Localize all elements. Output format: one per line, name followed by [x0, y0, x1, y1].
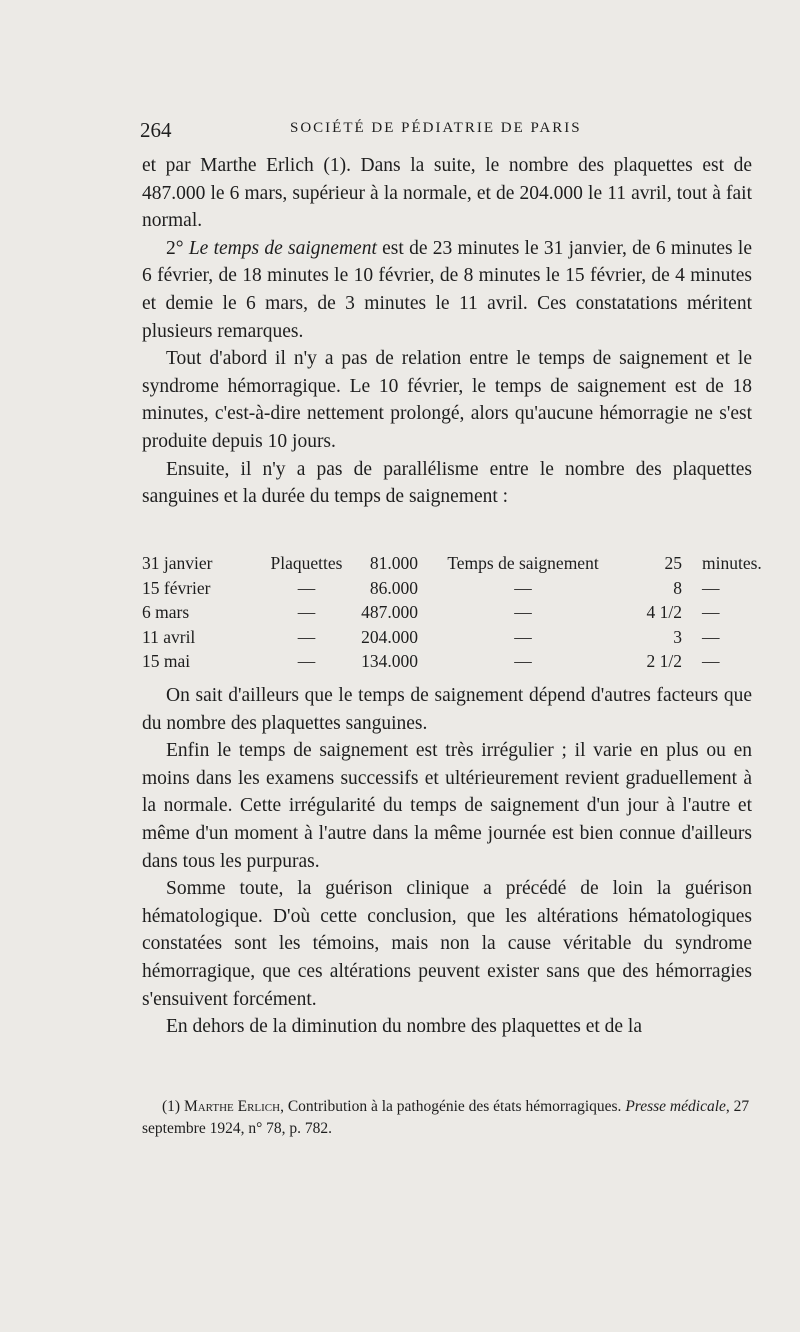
table-cell-count: 487.000	[361, 602, 418, 622]
table-cell-value: 4 1/2	[646, 602, 682, 622]
table-row	[142, 551, 762, 576]
table-cell-unit: minutes.	[702, 553, 762, 573]
table-cell-unit: —	[702, 626, 720, 647]
table-cell-value: 3	[673, 626, 682, 647]
table-row	[142, 600, 756, 625]
table-cell-value: 25	[664, 553, 682, 573]
table-cell-date: 15 mai	[142, 651, 191, 671]
body-text-bottom	[142, 682, 752, 1041]
table-row	[142, 625, 756, 650]
table-cell-label: Plaquettes	[270, 553, 343, 573]
table-row	[142, 576, 756, 601]
table-cell-value: 8	[673, 577, 682, 598]
table-cell-label: —	[297, 602, 316, 622]
footnote-author: Marthe Erlich	[183, 1098, 281, 1115]
table-cell-unit: —	[702, 577, 720, 598]
paragraph: Tout d'abord il n'y a pas de relation entre le temps de saignement et le syndrome hémorragique. Le 10 février, le temps de saignement est de 18 minutes, c'est-à-dire nettement prolongé, alors qu'aucune hémorragie ne s'est produite depuis 10 jours.	[142, 348, 752, 452]
table-cell-date: 31 janvier	[142, 553, 213, 573]
paragraph: Ensuite, il n'y a pas de parallélisme entre le nombre des plaquettes sanguines et la durée du temps de saignement :	[142, 458, 752, 508]
data-table	[142, 551, 762, 674]
table-cell-unit: —	[702, 602, 720, 622]
paragraph: En dehors de la diminution du nombre des plaquettes et de la	[166, 1016, 643, 1038]
table-cell-date: 11 avril	[142, 626, 196, 647]
table-cell-label: —	[297, 577, 316, 598]
table-cell-date: 15 février	[142, 577, 211, 598]
table-cell-tlabel: —	[514, 577, 532, 598]
paragraph: et par Marthe Erlich (1). Dans la suite, le nombre des plaquettes est de 487.000 le 6 mars, supérieur à la normale, et de 204.000 le 11 avril, tout à fait normal.	[142, 155, 752, 232]
paragraph: 2° Le temps de saignement est de 23 minutes le 31 janvier, de 6 minutes le 6 février, de 18 minutes le 10 février, de 8 minutes le 15 février, de 4 minutes et demie le 6 mars, de 3 minutes le 11 avril. Ces constatations méritent plusieurs remarques.	[142, 237, 752, 342]
table-cell-count: 204.000	[361, 626, 418, 647]
running-title: SOCIÉTÉ DE PÉDIATRIE DE PARIS	[290, 120, 582, 136]
body-text-top	[142, 152, 752, 511]
footnote-text: (1) Marthe Erlich, Contribution à la pathogénie des états hémorragiques. Presse médicale, 27 septembre 1924, n° 78, p. 782.	[142, 1098, 750, 1137]
paragraph: Enfin le temps de saignement est très irrégulier ; il varie en plus ou en moins dans les examens successifs et ultérieurement revient graduellement à la normale. Cette irrégularité du temps de saignement d'un jour à l'autre et même d'un moment à l'autre dans la même journée est bien connue d'ailleurs dans tous les purpuras.	[142, 740, 752, 872]
table-cell-label: —	[297, 651, 316, 671]
table-cell-count: 81.000	[369, 553, 418, 573]
table-cell-value: 2 1/2	[646, 651, 682, 671]
paragraph: Somme toute, la guérison clinique a précédé de loin la guérison hématologique. D'où cette conclusion, que les altérations hématologiques constatées sont les témoins, mais non la cause véritable du syndrome hémorragique, que ces altérations peuvent exister sans que des hémorragies s'ensuivent forcément.	[142, 878, 752, 1010]
table-cell-tlabel: —	[514, 626, 532, 647]
table-cell-tlabel: —	[514, 651, 532, 671]
table-cell-date: 6 mars	[142, 602, 190, 622]
table-cell-tlabel: Temps de saignement	[447, 553, 599, 573]
table-row	[142, 649, 756, 674]
table-cell-label: —	[297, 626, 316, 647]
table-cell-count: 86.000	[369, 577, 418, 598]
paragraph: On sait d'ailleurs que le temps de saignement dépend d'autres facteurs que du nombre des plaquettes sanguines.	[142, 685, 752, 734]
table-cell-unit: —	[702, 651, 720, 671]
page-number: 264	[140, 118, 172, 142]
table-cell-tlabel: —	[514, 602, 532, 622]
footnote	[142, 1096, 754, 1140]
page-header	[140, 118, 752, 140]
table-cell-count: 134.000	[361, 651, 418, 671]
footnote-journal: Presse médicale	[625, 1098, 726, 1115]
